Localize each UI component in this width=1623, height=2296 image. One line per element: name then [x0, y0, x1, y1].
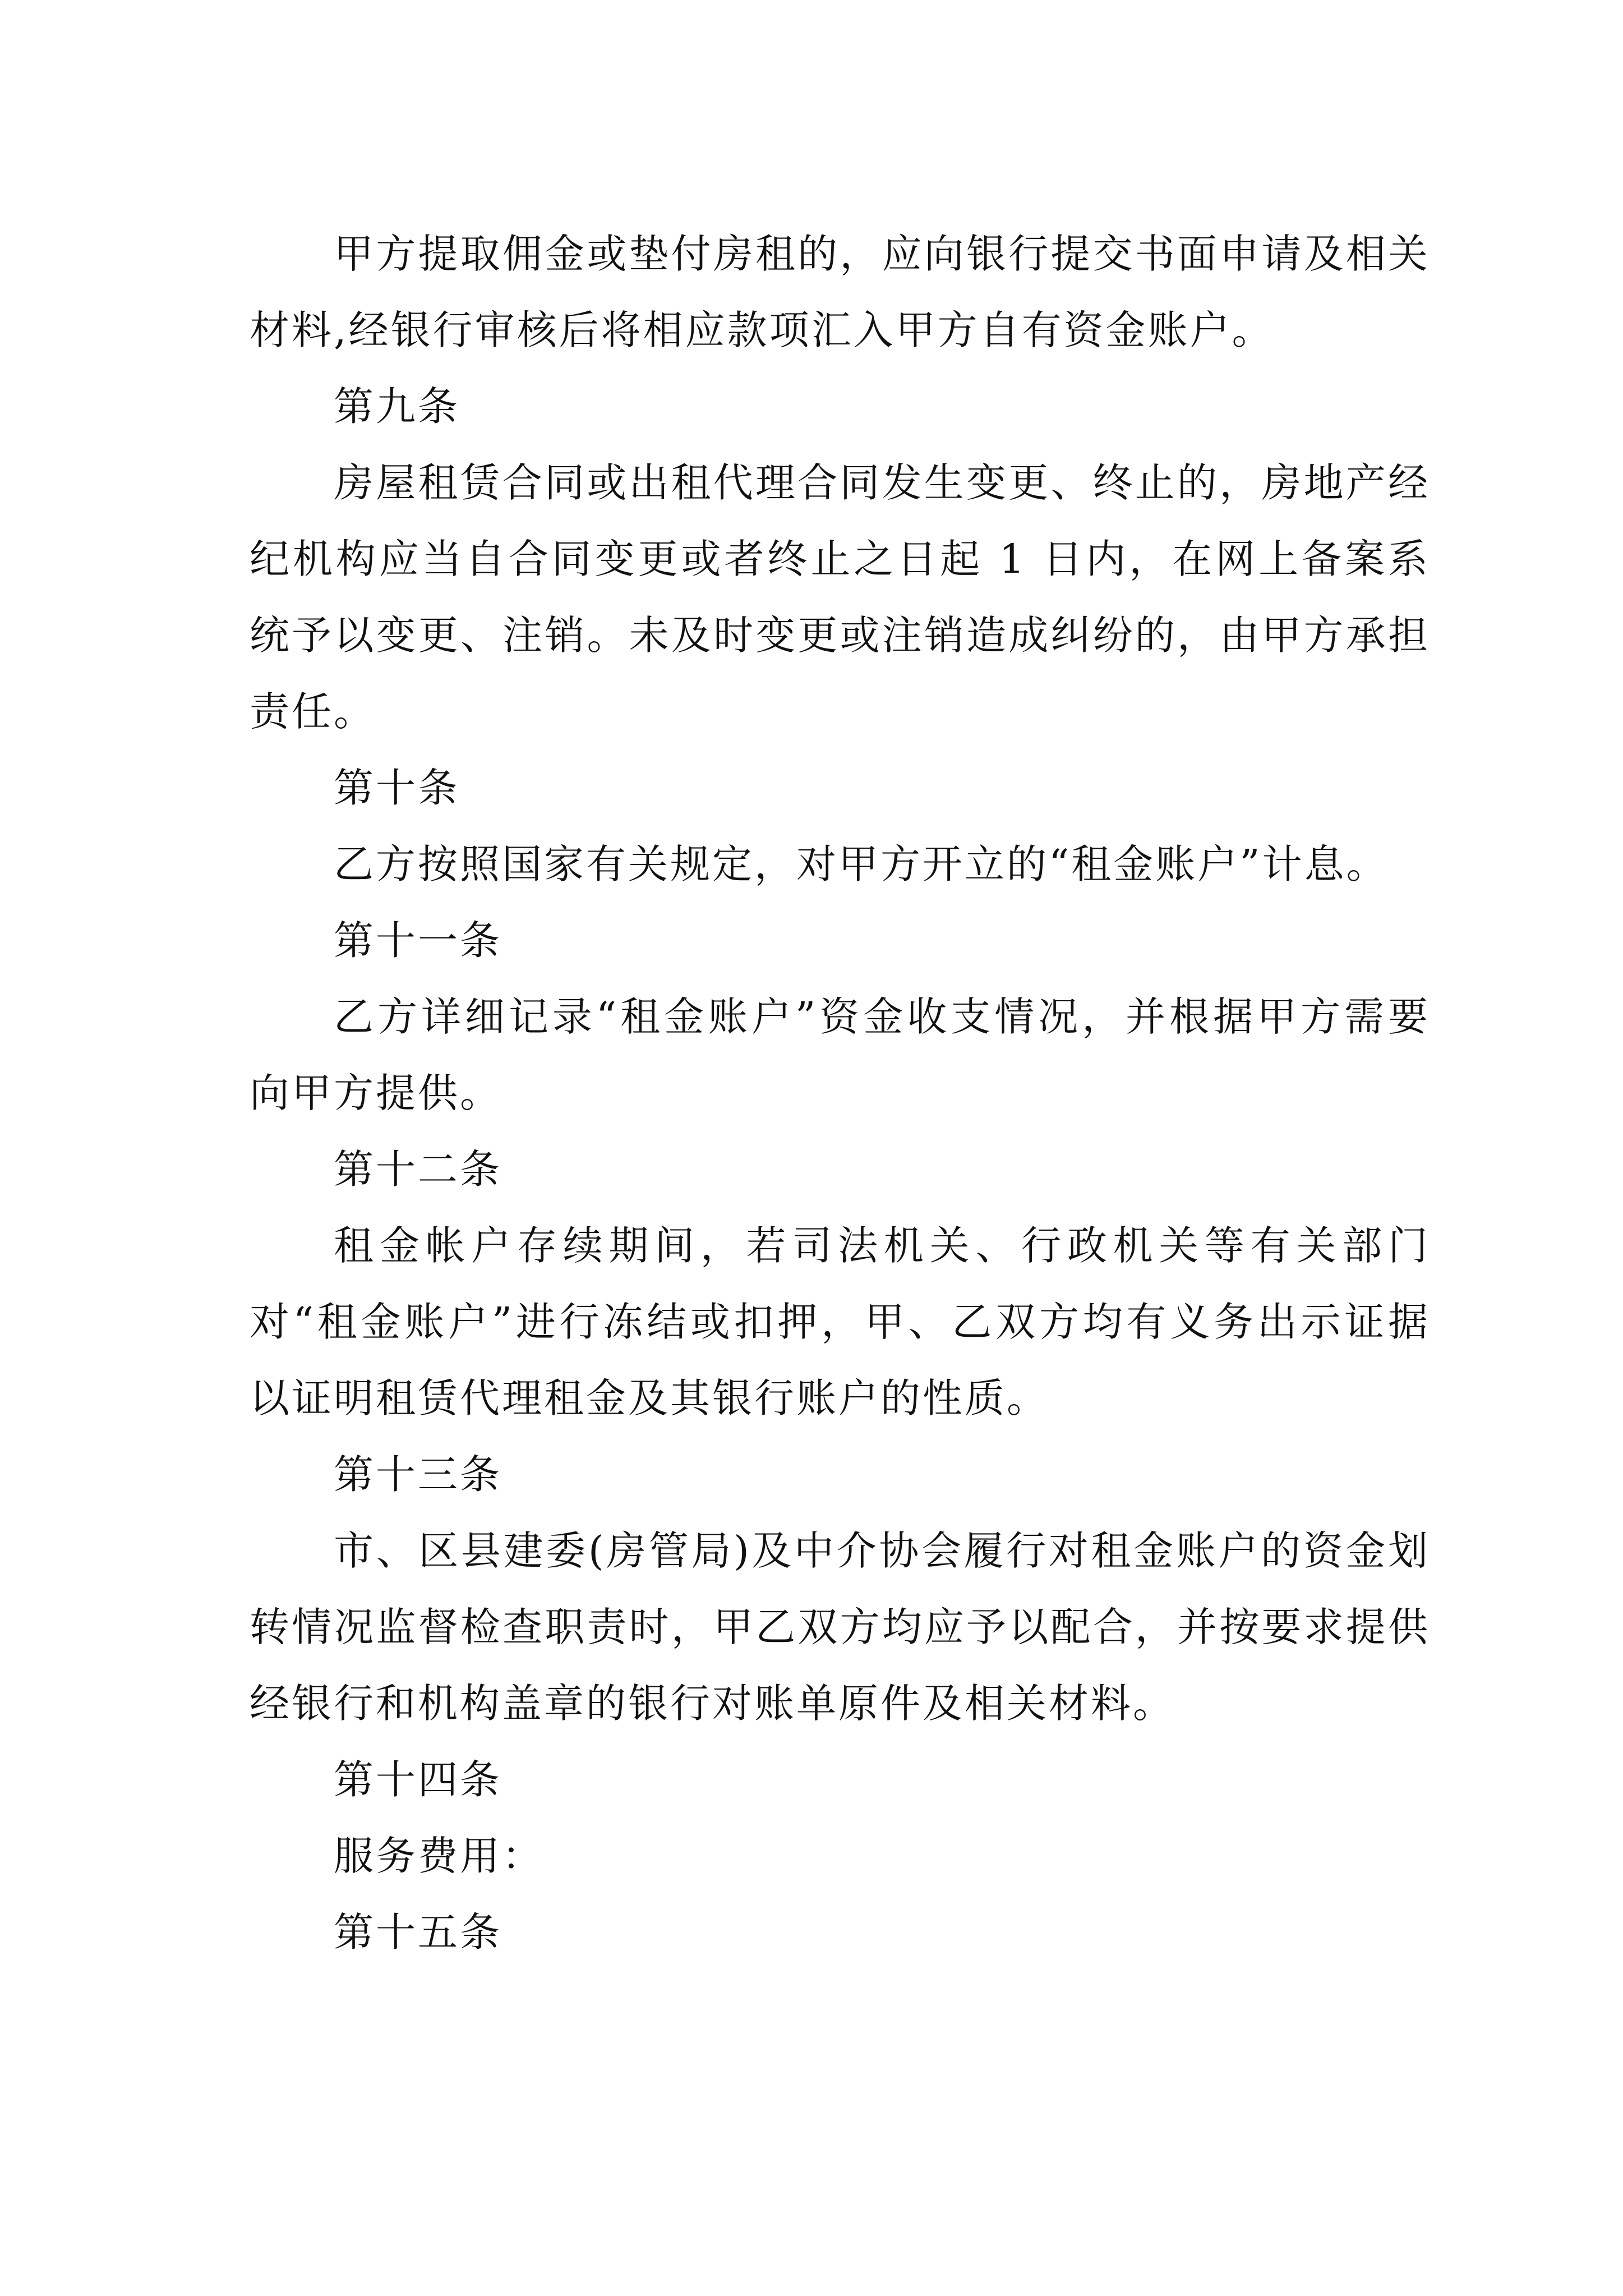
paragraph-contract-change: 房屋租赁合同或出租代理合同发生变更、终止的，房地产经纪机构应当自合同变更或者终止之日起 1 日内，在网上备案系统予以变更、注销。未及时变更或注销造成纠纷的，由甲方承担责任。	[250, 459, 1430, 735]
paragraph-service-fee: 服务费用：	[334, 1833, 545, 1879]
article-heading-14: 第十四条	[334, 1756, 502, 1803]
article-heading-12: 第十二条	[334, 1146, 502, 1193]
article-heading-11: 第十一条	[334, 917, 502, 964]
article-heading-10: 第十条	[334, 765, 460, 811]
article-heading-15: 第十五条	[334, 1909, 502, 1955]
paragraph-commission-withdrawal: 甲方提取佣金或垫付房租的，应向银行提交书面申请及相关材料,经银行审核后将相应款项汇入甲方自有资金账户。	[250, 231, 1430, 353]
paragraph-supervision: 市、区县建委(房管局)及中介协会履行对租金账户的资金划转情况监督检查职责时，甲乙双方均应予以配合，并按要求提供经银行和机构盖章的银行对账单原件及相关材料。	[250, 1527, 1430, 1727]
paragraph-interest: 乙方按照国家有关规定，对甲方开立的“租金账户”计息。	[334, 841, 1389, 887]
article-heading-13: 第十三条	[334, 1451, 502, 1498]
paragraph-records: 乙方详细记录“租金账户”资金收支情况，并根据甲方需要向甲方提供。	[250, 993, 1430, 1116]
article-heading-9: 第九条	[334, 383, 460, 430]
document-body	[250, 216, 1430, 1971]
paragraph-freeze: 租金帐户存续期间，若司法机关、行政机关等有关部门对“租金账户”进行冻结或扣押，甲、乙双方均有义务出示证据以证明租赁代理租金及其银行账户的性质。	[250, 1222, 1430, 1421]
